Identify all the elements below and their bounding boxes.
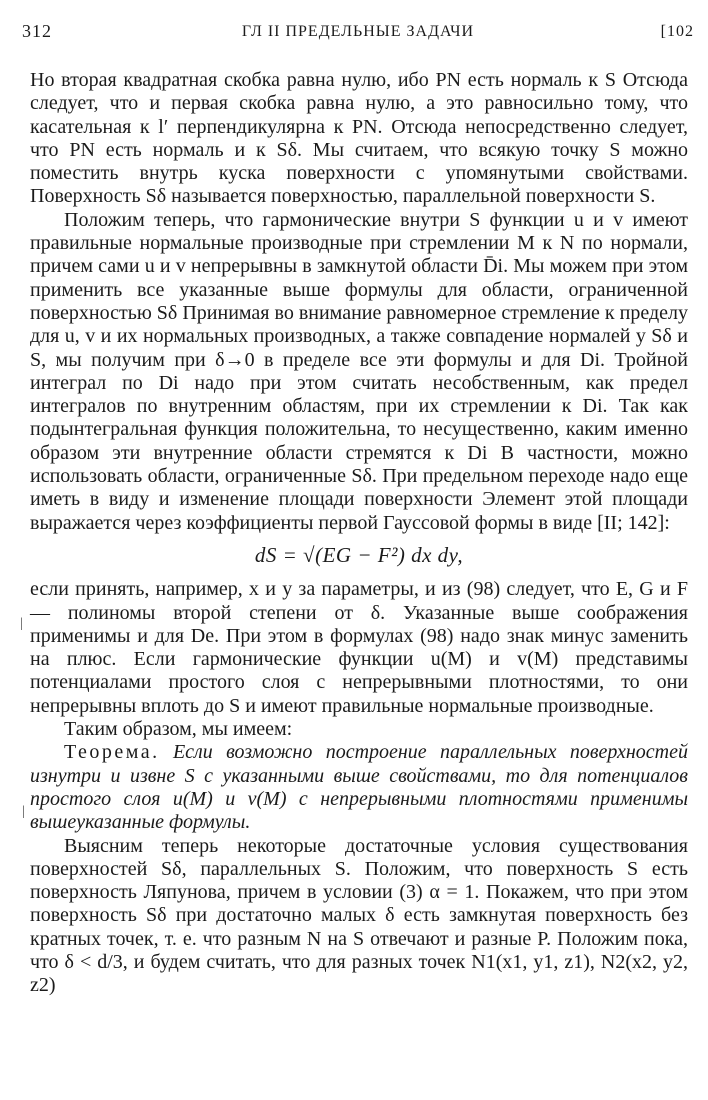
page-body	[30, 69, 688, 998]
paragraph: Таким образом, мы имеем:	[64, 718, 293, 741]
margin-mark: |	[22, 804, 25, 819]
margin-mark: |	[20, 616, 23, 631]
page-header	[22, 20, 694, 46]
paragraph: Выясним теперь некоторые достаточные условия существования поверхностей Sδ, параллельных S. Положим, что поверхность S есть поверхность Ляпунова, причем в условии (3) α = 1. Покажем, что при этом поверхность Sδ при достаточно малых δ есть замкнутая поверхность без кратных точек, т. е. что разным N на S отвечают и разные P. Положим пока, что δ < d/3, и будем считать, что для разных точек N1(x1, y1, z1), N2(x2, y2, z2)	[30, 834, 688, 997]
surface-element-formula: dS = √(EG − F²) dx dy,	[254, 542, 464, 567]
section-number: [102	[660, 23, 694, 40]
theorem-lead: Теорема.	[64, 741, 160, 764]
theorem	[30, 741, 688, 834]
paragraph: Положим теперь, что гармонические внутри S функции u и v имеют правильные нормальные производные при стремлении M к N по нормали, причем сами u и v непрерывны в замкнутой области D̄i. Мы можем при этом применить все указанные выше формулы для области, ограниченной поверхностью Sδ Принимая во внимание равномерное стремление к пределу для u, v и их нормальных производных, а также совпадение нормалей у Sδ и S, мы получим при δ→0 в пределе все эти формулы и для Di. Тройной интеграл по Di надо при этом считать несобственным, как предел интегралов по внутренним областям, при их стремлении к Di. Так как подынтегральная функция положительна, то несущественно, каким именно образом эти внутренние области стремятся к Di В частности, можно использовать области, ограниченные Sδ. При предельном переходе надо еще иметь в виду и изменение площади поверхности Элемент этой площади выражается через коэффициенты первой Гауссовой формы в виде [II; 142]:	[30, 208, 688, 534]
paragraph: Но вторая квадратная скобка равна нулю, ибо PN есть нормаль к S Отсюда следует, что и первая скобка равна нулю, а это равносильно тому, что касательная к l′ перпендикулярна к PN. Отсюда непосредственно следует, что PN есть нормаль и к Sδ. Мы считаем, что всякую точку S можно поместить внутрь куска поверхности с упомянутыми свойствами. Поверхность Sδ называется поверхностью, параллельной поверхности S.	[30, 69, 688, 208]
theorem-text: Если возможно построение параллельных поверхностей изнутри и извне S с указанными выше свойствами, то для потенциалов простого слоя u(M) и v(M) с непрерывными плотностями применимы вышеуказанные формулы.	[30, 741, 689, 834]
paragraph: если принять, например, x и y за параметры, и из (98) следует, что E, G и F — полиномы второй степени от δ. Указанные выше соображения применимы и для De. При этом в формулах (98) надо знак минус заменить на плюс. Если гармонические функции u(M) и v(M) представимы потенциалами простого слоя с непрерывными плотностями, то они непрерывны вплоть до S и имеют правильные нормальные производные.	[30, 578, 688, 717]
running-title: ГЛ II ПРЕДЕЛЬНЫЕ ЗАДАЧИ	[241, 23, 475, 40]
page-number: 312	[22, 21, 52, 41]
